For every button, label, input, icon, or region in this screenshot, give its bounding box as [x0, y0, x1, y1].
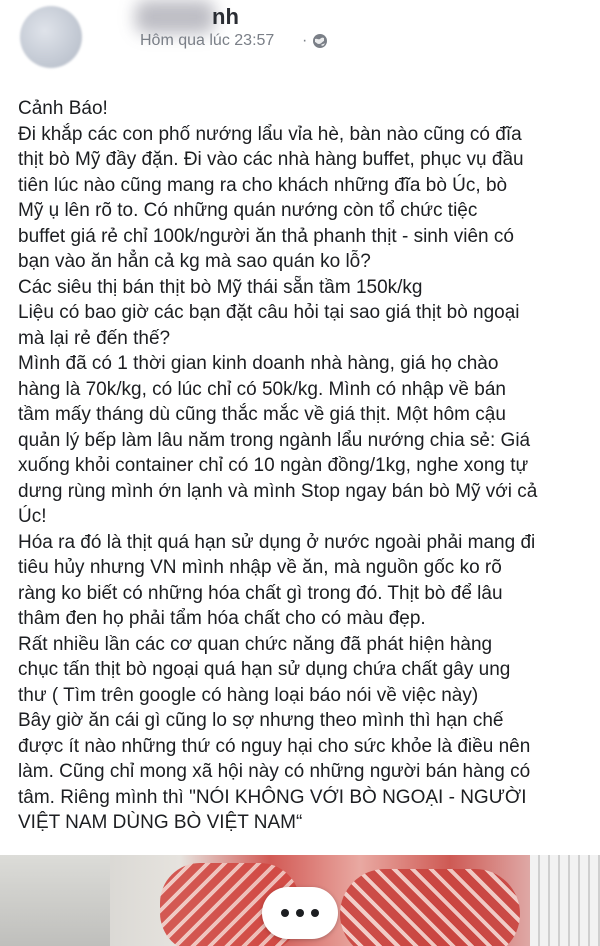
post-line: tầm mấy tháng dù cũng thắc mắc về giá thịt. Một hôm cậu	[18, 404, 506, 425]
post-line: thịt bò Mỹ đầy đặn. Đi vào các nhà hàng buffet, phục vụ đầu	[18, 149, 524, 170]
name-blur-overlay	[135, 0, 215, 34]
post-line: buffet giá rẻ chỉ 100k/người ăn thả phanh thịt - sinh viên có	[18, 225, 514, 247]
post-line: Cảnh Báo!	[18, 98, 108, 119]
photo-basket	[530, 855, 600, 946]
more-horizontal-icon	[296, 909, 304, 917]
post-line: làm. Cũng chỉ mong xã hội này có những người bán hàng có	[18, 761, 531, 782]
post-line: dưng rùng mình ớn lạnh và mình Stop ngay bán bò Mỹ với cả	[18, 480, 538, 502]
post-line: Hóa ra đó là thịt quá hạn sử dụng ở nước ngoài phải mang đi	[18, 531, 536, 553]
avatar[interactable]	[20, 6, 82, 68]
post-line: tâm. Riêng mình thì "NÓI KHÔNG VỚI BÒ NGOẠI - NGƯỜI	[18, 786, 527, 808]
post-line: hàng là 70k/kg, có lúc chỉ có 50k/kg. Mình có nhập về bán	[18, 378, 506, 400]
photo-meat-slice	[340, 869, 520, 946]
post-line: Đi khắp các con phố nướng lẩu vỉa hè, bàn nào cũng có đĩa	[18, 123, 522, 145]
post-line: chục tấn thịt bò ngoại quá hạn sử dụng chứa chất gây ung	[18, 659, 511, 680]
post-line: Mỹ ụ lên rõ to. Có những quán nướng còn tổ chức tiệc	[18, 200, 478, 221]
post-header	[0, 0, 600, 78]
post-line: thâm đen họ phải tẩm hóa chất cho có màu đẹp.	[18, 608, 426, 629]
post-line: quản lý bếp làm lâu năm trong ngành lẩu nướng chia sẻ: Giá	[18, 429, 531, 451]
post-line: Các siêu thị bán thịt bò Mỹ thái sẵn tầm 150k/kg	[18, 276, 423, 298]
post-line: Bây giờ ăn cái gì cũng lo sợ nhưng theo mình thì hạn chế	[18, 710, 504, 731]
post-line: Úc!	[18, 506, 47, 527]
separator-dot: ·	[302, 32, 308, 49]
more-horizontal-icon	[281, 909, 289, 917]
post-line: tiêu hủy nhưng VN mình nhập về ăn, mà nguồn gốc ko rõ	[18, 557, 502, 578]
more-horizontal-icon	[311, 909, 319, 917]
post-line: xuống khỏi container chỉ có 10 ngàn đồng/1kg, nghe xong tự	[18, 455, 529, 476]
post-text	[18, 96, 588, 836]
post-line: VIỆT NAM DÙNG BÒ VIỆT NAM“	[18, 812, 303, 833]
more-options-button[interactable]	[262, 887, 338, 939]
post-line: ràng ko biết có những hóa chất gì trong đó. Thịt bò để lâu	[18, 582, 503, 604]
photo-tray	[0, 855, 110, 946]
post-timestamp[interactable]: Hôm qua lúc 23:57	[140, 32, 275, 49]
post-line: Liệu có bao giờ các bạn đặt câu hỏi tại sao giá thịt bò ngoại	[18, 302, 520, 323]
post-line: Rất nhiều lần các cơ quan chức năng đã phát hiện hàng	[18, 633, 493, 655]
post-line: tiên lúc nào cũng mang ra cho khách những đĩa bò Úc, bò	[18, 174, 508, 196]
post-line: thư ( Tìm trên google có hàng loại báo nói về việc này)	[18, 684, 479, 706]
post-line: được ít nào những thứ có nguy hại cho sức khỏe là điều nên	[18, 735, 531, 757]
post-line: mà lại rẻ đến thế?	[18, 327, 171, 349]
globe-icon[interactable]	[312, 33, 328, 49]
post-line: bạn vào ăn hẳn cả kg mà sao quán ko lỗ?	[18, 251, 371, 272]
author-name[interactable]: nh	[212, 4, 239, 29]
post-line: Mình đã có 1 thời gian kinh doanh nhà hàng, giá họ chào	[18, 353, 499, 374]
